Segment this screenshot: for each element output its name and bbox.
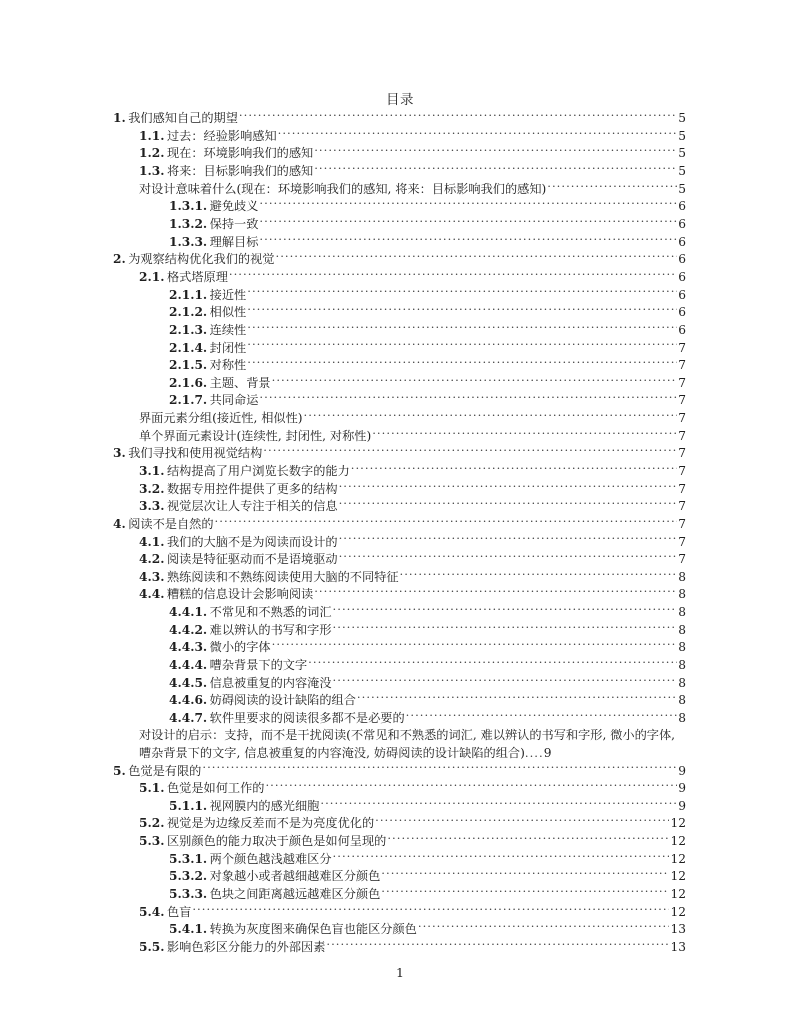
- toc-leader-dots: [272, 375, 678, 387]
- toc-entry-page-number: 7: [678, 375, 686, 390]
- toc-entry[interactable]: [169, 622, 686, 640]
- toc-leader-dots: [247, 286, 677, 298]
- toc-entry[interactable]: [169, 339, 686, 357]
- toc-leader-dots: [192, 903, 669, 915]
- toc-leader-dots: [333, 851, 670, 863]
- toc-entry-page-number: 8: [678, 710, 686, 725]
- toc-entry-page-number: 8: [678, 640, 686, 655]
- toc-entry-page-number: 8: [678, 675, 686, 690]
- toc-entry-page-number: 8: [678, 587, 686, 602]
- toc-entry-page-number: 5: [678, 164, 686, 179]
- toc-entry-number: 1.3.2.: [169, 217, 208, 232]
- toc-entry-number: 4.4.5.: [169, 675, 208, 690]
- toc-entry[interactable]: [169, 322, 686, 340]
- toc-entry-page-number: 7: [678, 464, 686, 478]
- toc-entry-page-number: 7: [678, 428, 686, 443]
- toc-entry[interactable]: [113, 445, 686, 463]
- toc-entry-page-number: 7: [678, 411, 686, 426]
- toc-leader-dots: [247, 304, 677, 316]
- toc-entry-number: 2.1.2.: [169, 305, 208, 320]
- toc-entry[interactable]: [139, 428, 686, 446]
- toc-entry[interactable]: [169, 921, 686, 939]
- toc-entry-page-number: 12: [670, 851, 686, 866]
- toc-entry-page-number: 6: [678, 287, 686, 302]
- toc-entry[interactable]: [139, 480, 686, 498]
- toc-leader-dots: [333, 622, 678, 634]
- toc-leader-dots: [314, 145, 677, 157]
- toc-entry-page-number: 12: [670, 816, 686, 831]
- toc-entry-number: 3.2.: [139, 481, 165, 496]
- toc-entry[interactable]: [169, 604, 686, 622]
- toc-entry-label: 对设计意味着什么(现在：环境影响我们的感知, 将来：目标影响我们的感知): [139, 181, 547, 196]
- toc-leader-dots: [229, 269, 677, 281]
- toc-leader-dots: ....: [524, 745, 544, 760]
- toc-leader-dots: [339, 480, 678, 492]
- toc-entry-page-number: 9: [678, 763, 686, 778]
- toc-entry-page-number: 13: [670, 922, 686, 937]
- toc-leader-dots: [314, 586, 677, 598]
- toc-entry-label: 视觉层次让人专注于相关的信息: [166, 499, 338, 514]
- toc-leader-dots: [278, 128, 678, 140]
- toc-entry[interactable]: [169, 692, 686, 710]
- toc-entry-page-number: 7: [678, 393, 686, 408]
- toc-leader-dots: [339, 533, 678, 545]
- toc-entry-label: 影响色彩区分能力的外部因素: [166, 939, 326, 954]
- toc-leader-dots: [406, 710, 678, 722]
- toc-leader-dots: [381, 886, 669, 898]
- toc-entry-number: 1.3.1.: [169, 199, 208, 214]
- toc-entry[interactable]: [139, 181, 686, 199]
- toc-entry-page-number: 6: [678, 252, 686, 267]
- toc-entry-number: 5.5.: [139, 939, 165, 954]
- toc-leader-dots: [259, 198, 677, 210]
- toc-entry-label: 连续性: [209, 322, 247, 337]
- toc-entry-label: 过去：经验影响感知: [166, 128, 277, 143]
- toc-entry-number: 2.: [113, 252, 126, 267]
- toc-leader-dots: [357, 692, 677, 704]
- toc-entry-page-number: 6: [678, 217, 686, 232]
- toc-entry-page-number: 7: [678, 516, 686, 531]
- toc-entry-number: 5.1.1.: [169, 798, 208, 813]
- toc-entry-page-number: 6: [678, 234, 686, 249]
- toc-entry-label: 为观察结构优化我们的视觉: [128, 252, 275, 267]
- toc-entry[interactable]: [139, 815, 686, 833]
- toc-leader-dots: [418, 921, 670, 933]
- toc-entry-label: 软件里要求的阅读很多都不是必要的: [209, 710, 405, 725]
- toc-entry[interactable]: [139, 163, 686, 181]
- toc-entry-label: 封闭性: [209, 340, 247, 355]
- toc-entry-page-number: 6: [678, 199, 686, 214]
- toc-entry[interactable]: [113, 251, 686, 269]
- toc-entry[interactable]: [169, 375, 686, 393]
- toc-entry-number: 2.1.4.: [169, 340, 208, 355]
- toc-entry-label: 格式塔原理: [166, 269, 228, 284]
- toc-leader-dots: [375, 815, 669, 827]
- toc-entry-label: 相似性: [209, 305, 247, 320]
- toc-entry-number: 4.4.3.: [169, 640, 208, 655]
- toc-entry-page-number: 6: [678, 305, 686, 320]
- toc-entry-label: 我们的大脑不是为阅读而设计的: [166, 534, 338, 549]
- toc-entry-page-number: 7: [678, 534, 686, 549]
- toc-leader-dots: [247, 339, 677, 351]
- toc-entry-number: 1.3.: [139, 164, 165, 179]
- toc-entry-page-number: 7: [678, 358, 686, 373]
- toc-entry-label: 妨碍阅读的设计缺陷的组合: [209, 693, 356, 708]
- toc-entry-number: 4.4.: [139, 587, 165, 602]
- toc-entry[interactable]: [169, 710, 686, 728]
- toc-entry-number: 5.1.: [139, 781, 165, 796]
- toc-entry-page-number: 5: [678, 128, 686, 143]
- toc-leader-dots: [381, 868, 669, 880]
- toc-entry-label: 视觉是为边缘反差而不是为亮度优化的: [166, 816, 375, 831]
- toc-entry[interactable]: [169, 886, 686, 904]
- toc-entry-page-number: 9: [678, 781, 686, 796]
- toc-entry-number: 4.2.: [139, 552, 165, 567]
- toc-entry[interactable]: [139, 939, 686, 957]
- toc-entry[interactable]: [139, 569, 686, 587]
- toc-leader-dots: [387, 833, 669, 845]
- toc-entry-label: 对设计的启示：支持，而不是干扰阅读(不常见和不熟悉的词汇, 难以辨认的书写和字形, 微小的字体, 嘈杂背景下的文字, 信息被重复的内容淹没, 妨碍阅读的设计缺陷的组合): [139, 728, 675, 760]
- toc-leader-dots: [202, 762, 677, 774]
- toc-entry-label: 我们寻找和使用视觉结构: [128, 446, 263, 461]
- toc-leader-dots: [351, 463, 677, 475]
- toc-entry-page-number: 5: [678, 111, 686, 126]
- toc-leader-dots: [326, 939, 669, 951]
- toc-entry-number: 5.2.: [139, 816, 165, 831]
- toc-leader-dots: [320, 798, 677, 810]
- toc-entry-number: 5.3.: [139, 834, 165, 849]
- toc-entry-label: 阅读是特征驱动而不是语境驱动: [166, 552, 338, 567]
- toc-entry-page-number: 7: [678, 446, 686, 461]
- toc-entry-label: 熟练阅读和不熟练阅读使用大脑的不同特征: [166, 569, 399, 584]
- toc-entry-number: 4.4.1.: [169, 605, 208, 620]
- toc-leader-dots: [308, 657, 677, 669]
- toc-entry[interactable]: [113, 110, 686, 128]
- toc-entry-page-number: 7: [678, 552, 686, 567]
- toc-entry-number: 5.4.: [139, 904, 165, 919]
- toc-entry-label: 区别颜色的能力取决于颜色是如何呈现的: [166, 834, 387, 849]
- toc-leader-dots: [333, 604, 678, 616]
- toc-entry-page-number: 12: [670, 869, 686, 884]
- toc-entry-label: 对象越小或者越细越难区分颜色: [209, 869, 381, 884]
- toc-entry-page-number: 5: [678, 181, 686, 196]
- toc-entry-page-number: 7: [678, 481, 686, 496]
- toc-entry[interactable]: [139, 145, 686, 163]
- toc-leader-dots: [215, 516, 678, 528]
- toc-leader-dots: [275, 251, 677, 263]
- toc-entry[interactable]: [139, 533, 686, 551]
- toc-leader-dots: [400, 569, 678, 581]
- toc-entry-page-number: 6: [678, 269, 686, 284]
- toc-leader-dots: [247, 357, 677, 369]
- toc-entry-number: 5.3.1.: [169, 851, 208, 866]
- toc-entry-label: 将来：目标影响我们的感知: [166, 164, 314, 179]
- toc-entry-number: 1.3.3.: [169, 234, 208, 249]
- toc-entry-label: 接近性: [209, 287, 247, 302]
- toc-entry-number: 4.4.4.: [169, 658, 208, 673]
- toc-entry-label: 单个界面元素设计(连续性, 封闭性, 对称性): [139, 428, 372, 443]
- toc-leader-dots: [304, 410, 678, 422]
- toc-entry[interactable]: [169, 286, 686, 304]
- toc-entry-page-number: 6: [678, 322, 686, 337]
- toc-leader-dots: [333, 675, 678, 687]
- toc-entry-label: 不常见和不熟悉的词汇: [209, 605, 332, 620]
- toc-entry-number: 5.4.1.: [169, 922, 208, 937]
- toc-entry-label: 色觉是有限的: [128, 763, 202, 778]
- toc-entry[interactable]: [139, 903, 686, 921]
- toc-leader-dots: [339, 498, 678, 510]
- toc-entry[interactable]: [169, 657, 686, 675]
- toc-entry[interactable]: [169, 639, 686, 657]
- toc-entry-number: 2.1.1.: [169, 287, 208, 302]
- toc-entry-number: 3.: [113, 446, 126, 461]
- toc-entry-number: 1.2.: [139, 146, 165, 161]
- page-title: 目录: [386, 92, 414, 108]
- toc-leader-dots: [263, 445, 677, 457]
- toc-entry[interactable]: [139, 498, 686, 516]
- toc-entry-page-number: 13: [670, 939, 686, 954]
- toc-entry-number: 4.4.7.: [169, 710, 208, 725]
- toc-leader-dots: [314, 163, 677, 175]
- toc-entry[interactable]: [169, 868, 686, 886]
- toc-entry-label: 保持一致: [209, 217, 259, 232]
- toc-entry[interactable]: [169, 216, 686, 234]
- toc-entry[interactable]: [169, 851, 686, 869]
- toc-entry-number: 3.1.: [139, 464, 165, 478]
- toc-entry-page-number: 8: [678, 693, 686, 708]
- toc-entry-page-number: 7: [678, 499, 686, 514]
- toc-entry-label: 色觉是如何工作的: [166, 781, 265, 796]
- toc-entry-page-number: 7: [678, 340, 686, 355]
- toc-entry-number: 5.: [113, 763, 126, 778]
- toc-leader-dots: [339, 551, 678, 563]
- page-footer-number: 1: [396, 965, 404, 980]
- toc-entry-label: 理解目标: [209, 234, 259, 249]
- toc-entry-label: 主题、背景: [209, 375, 271, 390]
- toc-entry-page-number: 5: [678, 146, 686, 161]
- toc-entry-page-number: 8: [678, 569, 686, 584]
- toc-entry-label: 结构提高了用户浏览长数字的能力: [166, 464, 350, 478]
- toc-entry-number: 2.1.7.: [169, 393, 208, 408]
- toc-leader-dots: [272, 639, 678, 651]
- toc-entry[interactable]: [139, 128, 686, 146]
- toc-entry-page-number: 12: [670, 834, 686, 849]
- toc-leader-dots: [372, 428, 677, 440]
- toc-entry-page-number: 12: [670, 887, 686, 901]
- toc-entry-number: 5.3.3.: [169, 887, 208, 901]
- toc-entry-number: 4.3.: [139, 569, 165, 584]
- toc-entry[interactable]: [139, 833, 686, 851]
- toc-entry-label: 色盲: [166, 904, 192, 919]
- toc-leader-dots: [247, 322, 677, 334]
- toc-entry[interactable]: [139, 269, 686, 287]
- toc-entry[interactable]: [113, 516, 686, 534]
- toc-entry-number: 3.3.: [139, 499, 165, 514]
- toc-entry-page-number: 9: [543, 745, 552, 760]
- toc-leader-dots: [259, 392, 677, 404]
- toc-entry-number: 2.1.: [139, 269, 165, 284]
- toc-entry[interactable]: [169, 357, 686, 375]
- toc-entry[interactable]: [139, 551, 686, 569]
- toc-entry-page-number: 8: [678, 622, 686, 637]
- toc-entry-page-number: 8: [678, 605, 686, 620]
- toc-entry-label: 色块之间距离越远越难区分颜色: [209, 887, 381, 901]
- toc-entry-label: 糟糕的信息设计会影响阅读: [166, 587, 314, 602]
- toc-entry-label: 数据专用控件提供了更多的结构: [166, 481, 338, 496]
- toc-entry-number: 4.4.6.: [169, 693, 208, 708]
- toc-entry-label: 现在：环境影响我们的感知: [166, 146, 314, 161]
- toc-entry[interactable]: [139, 780, 686, 798]
- toc-entry-label: 避免歧义: [209, 199, 259, 214]
- toc-entry[interactable]: [169, 233, 686, 251]
- toc-entry-label: 共同命运: [209, 393, 259, 408]
- toc-entry-number: 1.: [113, 111, 126, 126]
- toc-entry-label: 我们感知自己的期望: [128, 111, 238, 126]
- toc-leader-dots: [547, 181, 677, 193]
- toc-entry[interactable]: [139, 410, 686, 428]
- toc-entry-number: 2.1.5.: [169, 358, 208, 373]
- toc-entry-number: 5.3.2.: [169, 869, 208, 884]
- toc-entry-label: 转换为灰度图来确保色盲也能区分颜色: [209, 922, 417, 937]
- toc-entry[interactable]: [113, 762, 686, 780]
- toc-entry-label: 信息被重复的内容淹没: [209, 675, 332, 690]
- toc-entry-page-number: 8: [678, 658, 686, 673]
- toc-entry-number: 4.4.2.: [169, 622, 208, 637]
- toc-entry-number: 2.1.3.: [169, 322, 208, 337]
- toc-entry-label: 难以辨认的书写和字形: [209, 622, 332, 637]
- toc-entry-number: 4.: [113, 516, 126, 531]
- toc-entry[interactable]: [169, 392, 686, 410]
- toc-entry-number: 4.1.: [139, 534, 165, 549]
- toc-leader-dots: [259, 233, 677, 245]
- toc-entry-label: 嘈杂背景下的文字: [209, 658, 308, 673]
- toc-leader-dots: [259, 216, 677, 228]
- toc-entry[interactable]: [169, 304, 686, 322]
- toc-leader-dots: [265, 780, 677, 792]
- toc-entry[interactable]: [169, 675, 686, 693]
- toc-entry[interactable]: [139, 463, 686, 481]
- toc-entry-page-number: 9: [678, 798, 686, 813]
- toc-entry-label: 微小的字体: [209, 640, 271, 655]
- toc-entry-number: 2.1.6.: [169, 375, 208, 390]
- toc-entry[interactable]: [139, 586, 686, 604]
- toc-leader-dots: [239, 110, 677, 122]
- toc-entry-label: 视网膜内的感光细胞: [209, 798, 320, 813]
- toc-entry-label: 界面元素分组(接近性, 相似性): [139, 411, 303, 426]
- toc-entry[interactable]: [169, 198, 686, 216]
- toc-entry-label: 对称性: [209, 358, 247, 373]
- toc-entry[interactable]: [169, 798, 686, 816]
- toc-entry-page-number: 12: [670, 904, 686, 919]
- toc-entry[interactable]: [139, 727, 686, 762]
- toc-entry-label: 阅读不是自然的: [128, 516, 214, 531]
- table-of-contents: [113, 110, 686, 956]
- toc-entry-label: 两个颜色越浅越难区分: [209, 851, 332, 866]
- toc-entry-number: 1.1.: [139, 128, 165, 143]
